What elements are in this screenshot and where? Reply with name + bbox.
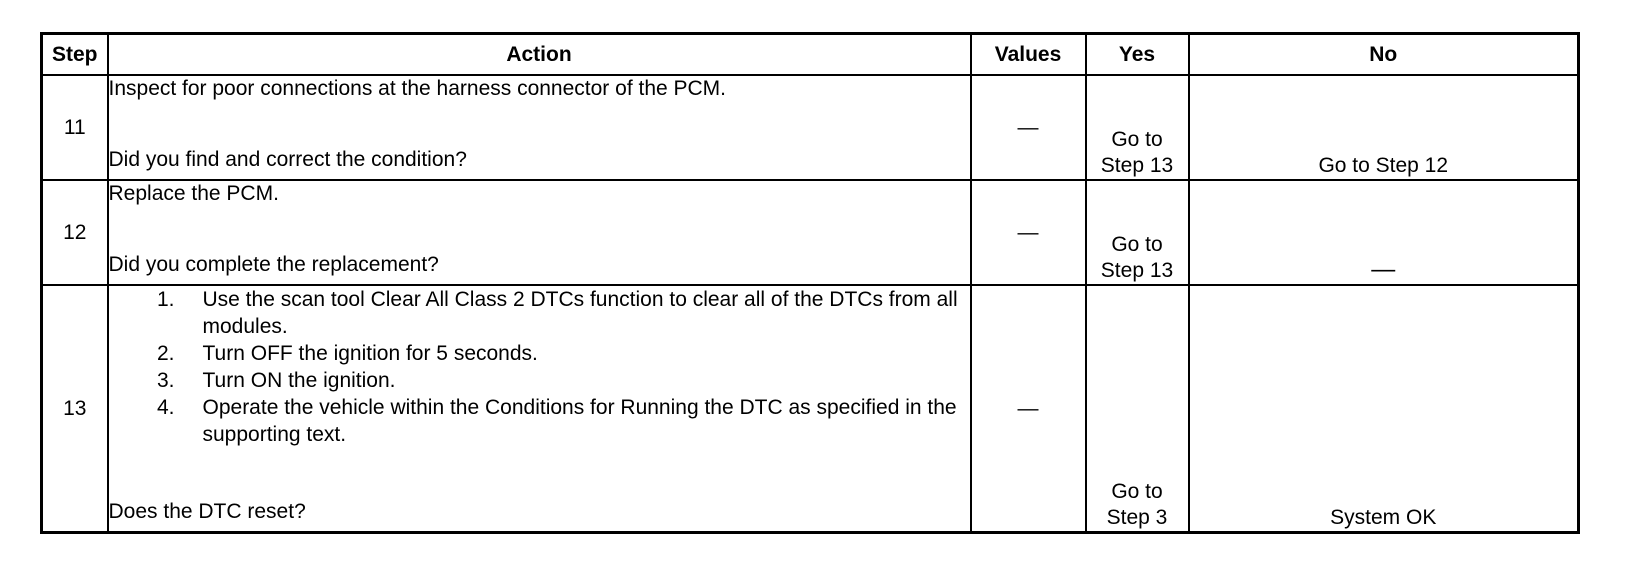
values-cell: — — [971, 285, 1086, 533]
header-step: Step — [42, 34, 108, 76]
action-question: Did you find and correct the condition? — [108, 148, 467, 171]
action-question: Did you complete the replacement? — [108, 253, 439, 276]
list-item-text: Operate the vehicle within the Conditions for Running the DTC as specified in the supporting text. — [202, 396, 957, 446]
action-instruction: Replace the PCM. — [108, 182, 279, 205]
action-question: Does the DTC reset? — [108, 500, 306, 523]
list-item — [109, 394, 970, 448]
yes-cell — [1086, 75, 1189, 180]
diagnostic-table — [40, 32, 1580, 534]
no-cell: System OK — [1189, 285, 1579, 533]
table-row — [42, 285, 1579, 533]
header-no: No — [1189, 34, 1579, 76]
table-row — [42, 75, 1579, 180]
list-item-text: Turn OFF the ignition for 5 seconds. — [202, 342, 538, 365]
yes-cell — [1086, 285, 1189, 533]
action-instruction: Inspect for poor connections at the harness connector of the PCM. — [108, 77, 727, 100]
list-item — [109, 340, 970, 367]
list-item-number: 4. — [156, 396, 175, 419]
yes-goto-step: Step 13 — [1100, 154, 1174, 177]
yes-goto-label: Go to — [1111, 128, 1163, 151]
header-values: Values — [971, 34, 1086, 76]
list-item — [109, 367, 970, 394]
yes-goto-step: Step 3 — [1106, 506, 1168, 529]
no-cell: Go to Step 12 — [1189, 75, 1579, 180]
yes-goto-label: Go to — [1111, 480, 1163, 503]
step-number: 12 — [42, 180, 108, 285]
no-dash: — — [1371, 256, 1396, 283]
list-item-number: 3. — [156, 369, 175, 392]
values-cell: — — [971, 180, 1086, 285]
list-item-number: 1. — [156, 288, 175, 311]
header-yes: Yes — [1086, 34, 1189, 76]
table-header-row — [42, 34, 1579, 76]
list-item-text: Use the scan tool Clear All Class 2 DTCs function to clear all of the DTCs from all modules. — [202, 288, 958, 338]
yes-cell — [1086, 180, 1189, 285]
list-item-number: 2. — [156, 342, 175, 365]
values-cell: — — [971, 75, 1086, 180]
step-number: 11 — [42, 75, 108, 180]
action-cell — [108, 180, 971, 285]
yes-goto-step: Step 13 — [1100, 259, 1174, 282]
header-action: Action — [108, 34, 971, 76]
action-steps-list — [109, 286, 970, 448]
action-cell — [108, 285, 971, 533]
list-item-text: Turn ON the ignition. — [202, 369, 396, 392]
list-item — [109, 286, 970, 340]
table-row — [42, 180, 1579, 285]
action-cell — [108, 75, 971, 180]
step-number: 13 — [42, 285, 108, 533]
no-cell — [1189, 180, 1579, 285]
yes-goto-label: Go to — [1111, 233, 1163, 256]
